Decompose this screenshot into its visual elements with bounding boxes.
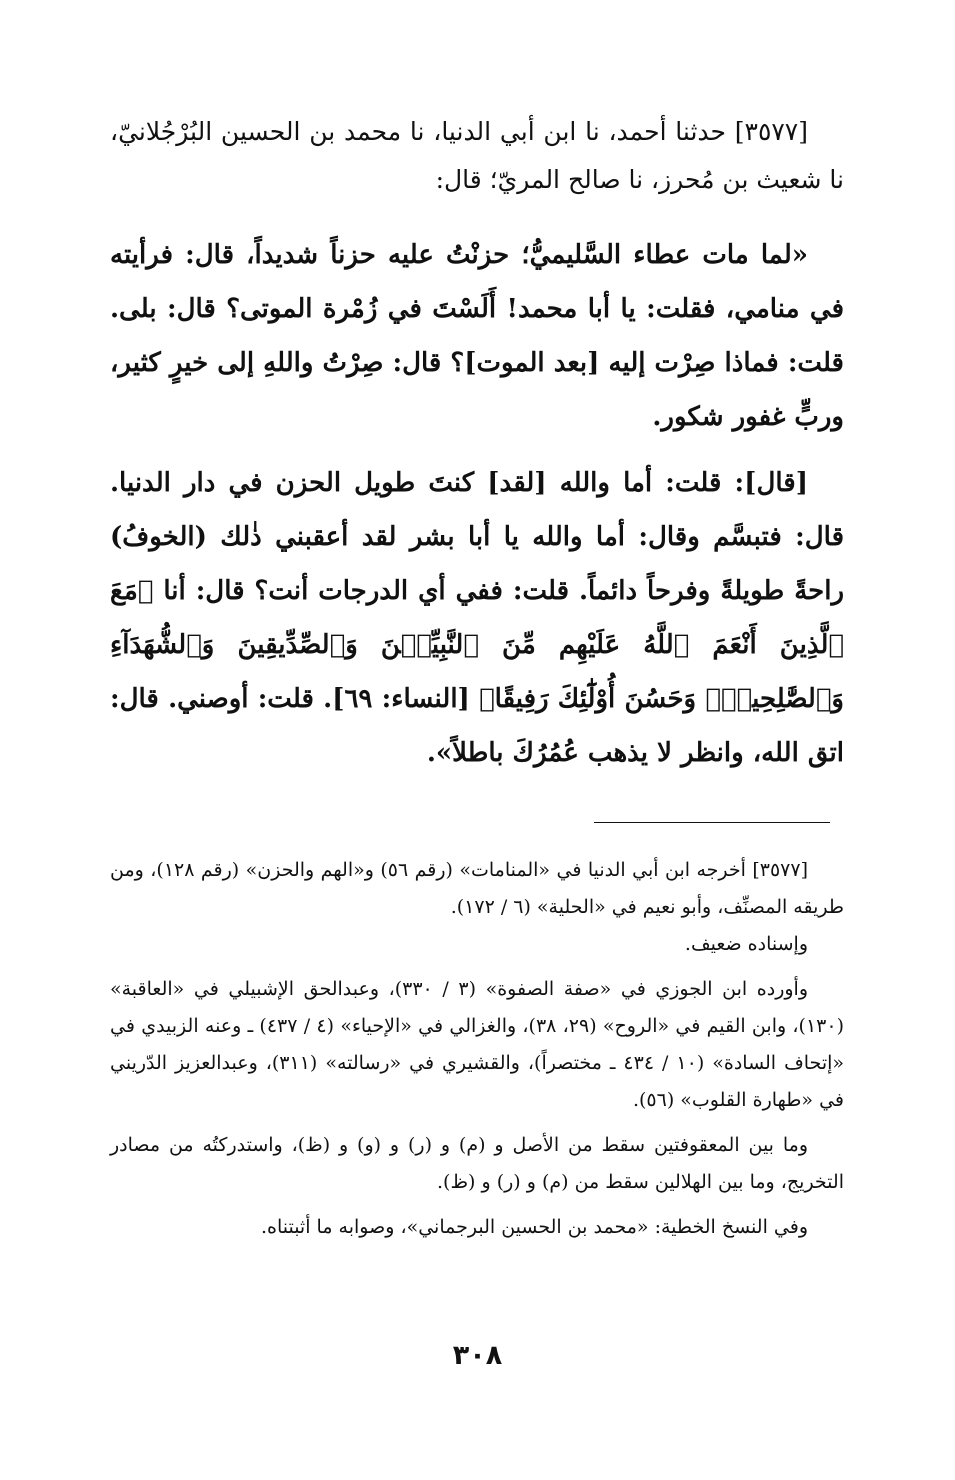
- footnote-correction: وفي النسخ الخطية: «محمد بن الحسين البرجماني»، وصوابه ما أثبتناه.: [260, 1216, 808, 1238]
- hadith-isnad: [110, 108, 844, 204]
- page-number: ٣٠٨: [452, 1340, 503, 1371]
- footnote-sources: وأورده ابن الجوزي في «صفة الصفوة» (٣ / ٣٣٠)، وعبدالحق الإشبيلي في «العاقبة» (١٣٠)، وابن القيم في «الروح» (٢٩، ٣٨)، والغزالي في «الإحياء» (٤ / ٤٣٧) ـ وعنه الزبيدي في «إتحاف السادة» (١٠ / ٤٣٤ ـ مختصراً)، والقشيري في «رسالته» (٣١١)، وعبدالعزيز الدّريني في «طهارة القلوب» (٥٦).: [110, 978, 845, 1111]
- matn-paragraph-2: [قال]: قلت: أما والله [لقد] كنتَ طويل الحزن في دار الدنيا. قال: فتبسَّم وقال: أما والله يا أبا بشر لقد أعقبني ذٰلك (الخوفُ) راحةً طويلةً وفرحاً دائماً. قلت: ففي أي الدرجات أنت؟ قال: أنا ﴿مَعَ ٱلَّذِينَ أَنْعَمَ ٱللَّهُ عَلَيْهِم مِّنَ ٱلنَّبِيِّـۧنَ وَٱلصِّدِّيقِينَ وَٱلشُّهَدَآءِ وَٱلصَّٰلِحِينَۚ وَحَسُنَ أُوْلَٰٓئِكَ رَفِيقًا﴾ [النساء: ٦٩]. قلت: أوصني. قال: اتق الله، وانظر لا يذهب عُمُرُكَ باطلاً».: [110, 468, 844, 768]
- isnad-paragraph: [٣٥٧٧] حدثنا أحمد، نا ابن أبي الدنيا، نا محمد بن الحسين البُرْجُلانيّ، نا شعيث بن مُحرز، نا صالح المريّ؛ قال:: [110, 117, 844, 194]
- footnotes: [110, 852, 844, 1246]
- footnote-grading: وإسناده ضعيف.: [684, 933, 808, 955]
- footnote-manuscripts: وما بين المعقوفتين سقط من الأصل و (م) و (ر) و (و) و (ظ)، واستدركتُه من مصادر التخريج، وما بين الهلالين سقط من (م) و (ر) و (ظ).: [110, 1134, 844, 1193]
- footnote-takhrij: [٣٥٧٧] أخرجه ابن أبي الدنيا في «المنامات» (رقم ٥٦) و«الهم والحزن» (رقم ١٢٨)، ومن طريقه المصنِّف، وأبو نعيم في «الحلية» (٦ / ١٧٢).: [110, 859, 844, 918]
- footnote-divider: [594, 822, 830, 823]
- hadith-matn: [110, 228, 844, 780]
- matn-paragraph-1: «لما مات عطاء السَّليميُّ؛ حزنْتُ عليه حزناً شديداً، قال: فرأيته في منامي، فقلت: يا أبا محمد! أَلَسْتَ في زُمْرة الموتى؟ قال: بلى. قلت: فماذا صِرْت إليه [بعد الموت]؟ قال: صِرْتُ واللهِ إلى خيرٍ كثير، وربٍّ غفور شكور.: [110, 240, 844, 432]
